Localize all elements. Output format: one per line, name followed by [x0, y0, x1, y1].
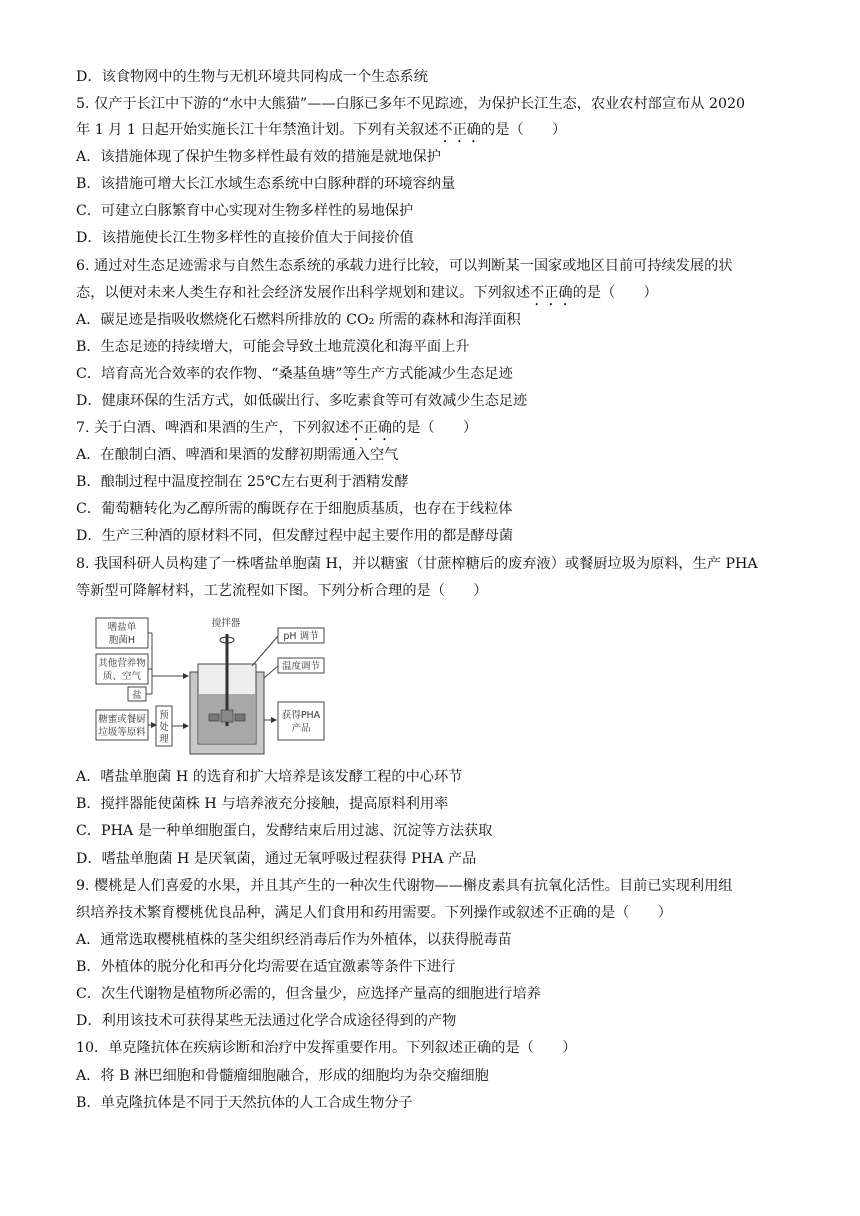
q9-option-c: C．次生代谢物是植物所必需的，但含量少，应选择产量高的细胞进行培养 [76, 986, 541, 1002]
nutrients-label-2: 质、空气 [102, 671, 142, 682]
q5-option-b: B．该措施可增大长江水域生态系统中白豚种群的环境容纳量 [76, 176, 456, 192]
q7-option-b: B．酿制过程中温度控制在 25℃左右更利于酒精发酵 [76, 474, 409, 490]
feedstock-label-2: 垃圾等原料 [98, 727, 146, 738]
q8-option-d: D．嗜盐单胞菌 H 是厌氧菌，通过无氧呼吸过程获得 PHA 产品 [76, 851, 477, 867]
q7-option-d: D．生产三种酒的原材料不同，但发酵过程中起主要作用的都是酵母菌 [76, 528, 514, 544]
q10-stem: 10．单克隆抗体在疾病诊断和治疗中发挥重要作用。下列叙述正确的是（ ） [76, 1040, 577, 1056]
salt-label: 盐 [132, 690, 142, 701]
q5-option-c: C．可建立白豚繁育中心实现对生物多样性的易地保护 [76, 203, 414, 219]
q6-stem-line2: 态，以便对未来人类生存和社会经济发展作出科学规划和建议。下列叙述不正确的是（ ） [76, 285, 658, 301]
q9-option-a: A．通常选取樱桃植株的茎尖组织经消毒后作为外植体，以获得脱毒苗 [76, 932, 512, 948]
q6-option-a: A．碳足迹是指吸收燃烧化石燃料所排放的 CO₂ 所需的森林和海洋面积 [76, 312, 521, 328]
ph-control-label: pH 调节 [283, 631, 319, 642]
strain-label-1: 嗜盐单 [107, 622, 137, 633]
q7-option-a: A．在酿制白酒、啤酒和果酒的发酵初期需通入空气 [76, 447, 399, 463]
temp-control-label: 温度调节 [281, 661, 321, 672]
q5-option-a: A．该措施体现了保护生物多样性最有效的措施是就地保护 [76, 149, 441, 165]
product-box [278, 702, 324, 740]
pretreat-label-3: 理 [159, 734, 169, 745]
q5-stem-line2: 年 1 月 1 日起开始实施长江十年禁渔计划。下列有关叙述不正确的是（ ） [76, 122, 567, 138]
q8-option-b: B．搅拌器能使菌株 H 与培养液充分接触，提高原料利用率 [76, 796, 449, 812]
fermentation-process-diagram [92, 616, 342, 758]
q7-option-c: C．葡萄糖转化为乙醇所需的酶既存在于细胞质基质，也存在于线粒体 [76, 501, 513, 517]
q9-option-d: D．利用该技术可获得某些无法通过化学合成途径得到的产物 [76, 1013, 457, 1029]
q6-option-d: D．健康环保的生活方式，如低碳出行、多吃素食等可有效减少生态足迹 [76, 393, 528, 409]
strain-label-2: 胞菌H [108, 635, 136, 646]
q9-stem-line2: 织培养技术繁育樱桃优良品种，满足人们食用和药用需要。下列操作或叙述不正确的是（ ） [76, 905, 672, 921]
q6-option-c: C．培育高光合效率的农作物、“桑基鱼塘”等生产方式能减少生态足迹 [76, 366, 513, 382]
pretreat-label-2: 处 [159, 722, 169, 733]
q6-option-b: B．生态足迹的持续增大，可能会导致土地荒漠化和海平面上升 [76, 339, 470, 355]
stirrer-label: 搅拌器 [211, 618, 241, 629]
q5-option-d: D．该措施使长江生物多样性的直接价值大于间接价值 [76, 230, 414, 246]
pretreat-label-1: 预 [159, 710, 169, 721]
product-label-2: 产品 [291, 723, 311, 734]
q9-option-b: B．外植体的脱分化和再分化均需要在适宜激素等条件下进行 [76, 959, 456, 975]
feedstock-label-1: 糖蜜或餐厨 [98, 714, 146, 725]
nutrients-label-1: 其他营养物 [98, 658, 146, 669]
q5-stem-line1: 5. 仅产于长江中下游的“水中大熊猫”——白豚已多年不见踪迹，为保护长江生态，农业农村部宣布从 2020 [76, 96, 746, 112]
q9-stem-line1: 9. 樱桃是人们喜爱的水果，并且其产生的一种次生代谢物——槲皮素具有抗氧化活性。目前已实现利用组 [76, 878, 733, 894]
q8-stem-line2: 等新型可降解材料，工艺流程如下图。下列分析合理的是（ ） [76, 583, 488, 599]
q4-option-d: D．该食物网中的生物与无机环境共同构成一个生态系统 [76, 69, 428, 85]
q8-stem-line1: 8. 我国科研人员构建了一株嗜盐单胞菌 H，并以糖蜜（甘蔗榨糖后的废弃液）或餐厨垃圾为原料，生产 PHA [76, 556, 758, 572]
q7-stem: 7. 关于白酒、啤酒和果酒的生产，下列叙述不正确的是（ ） [76, 420, 478, 436]
product-label-1: 获得PHA [281, 710, 321, 721]
q10-option-a: A．将 B 淋巴细胞和骨髓瘤细胞融合，形成的细胞均为杂交瘤细胞 [76, 1068, 489, 1084]
q10-option-b: B．单克隆抗体是不同于天然抗体的人工合成生物分子 [76, 1095, 413, 1111]
q8-option-c: C．PHA 是一种单细胞蛋白，发酵结束后用过滤、沉淀等方法获取 [76, 823, 493, 839]
q6-stem-line1: 6. 通过对生态足迹需求与自然生态系统的承载力进行比较，可以判断某一国家或地区目前可持续发展的状 [76, 258, 733, 274]
q8-option-a: A．嗜盐单胞菌 H 的选育和扩大培养是该发酵工程的中心环节 [76, 769, 463, 785]
